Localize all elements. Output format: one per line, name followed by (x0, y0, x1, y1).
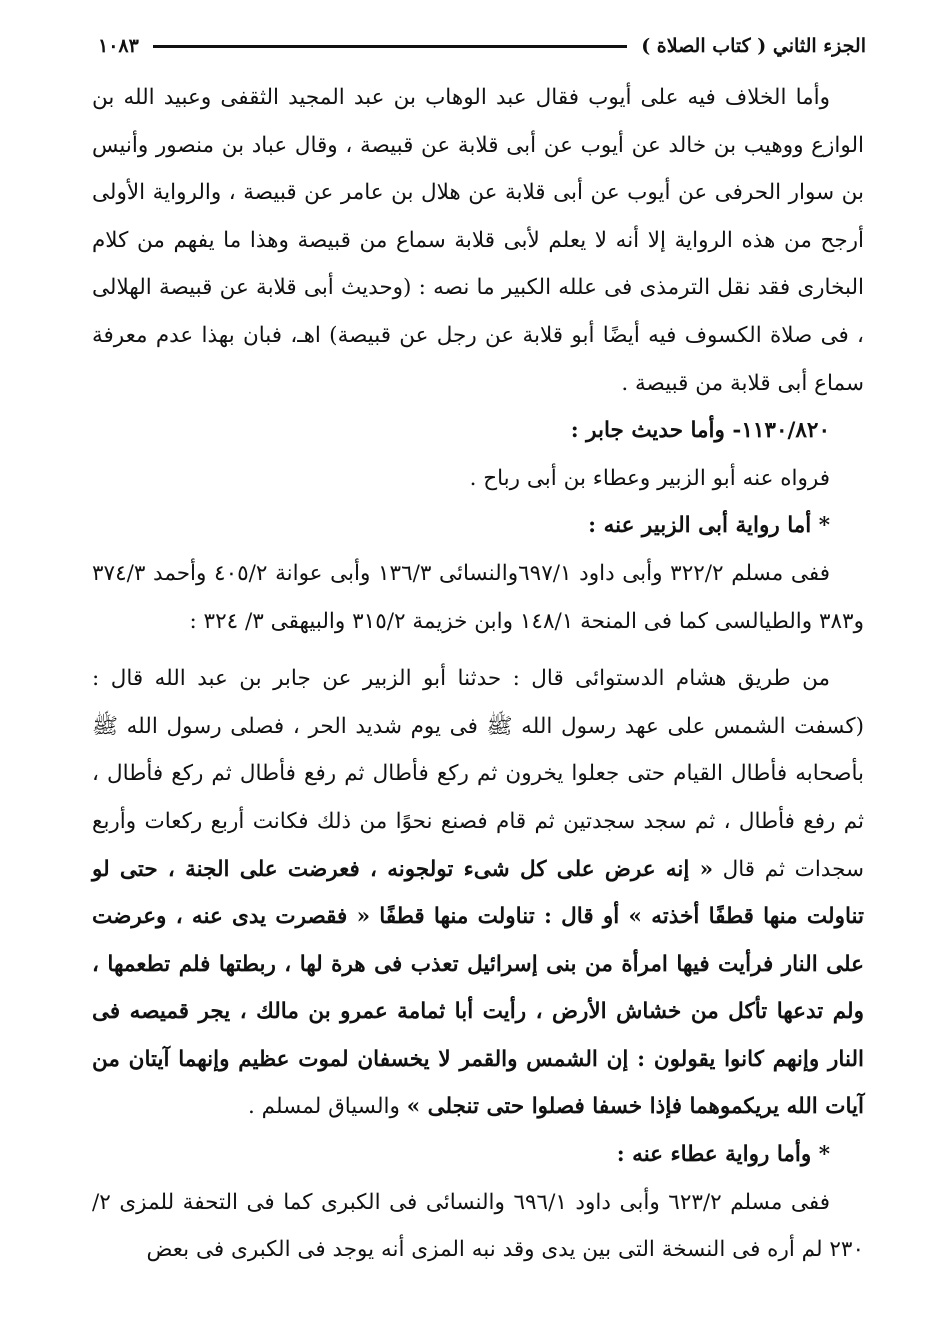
paragraph-sources-abu-zubair: ففى مسلم ٣٢٢/٢ وأبى داود ٦٩٧/١والنسائى ١٣٦/٣ وأبى عوانة ٤٠٥/٢ وأحمد ٣٧٤/٣ و٣٨٣ والطيالسى كما فى المنحة ١٤٨/١ وابن خزيمة ٣١٥/٢ والبيهقى ٣/ ٣٢٤ : (92, 560, 864, 634)
page-body (92, 74, 864, 1274)
paragraph-sources-ata: ففى مسلم ٦٢٣/٢ وأبى داود ٦٩٦/١ والنسائى فى الكبرى كما فى التحفة للمزى ٢/ ٢٣٠ لم أره فى النسخة التى بين يدى وقد نبه المزى أنه يوجد فى الكبرى فى بعض (92, 1189, 864, 1263)
page-header (98, 30, 866, 62)
section-heading-ata: * وأما رواية عطاء عنه : (616, 1142, 830, 1168)
running-title: الجزء الثاني ( كتاب الصلاة ) (641, 35, 866, 57)
paragraph-narrators: فرواه عنه أبو الزبير وعطاء بن أبى رباح . (469, 465, 830, 491)
paragraph-khilaf: وأما الخلاف فيه على أيوب فقال عبد الوهاب بن عبد المجيد الثقفى وعبيد الله بن الوازع ووهيب بن خالد عن أيوب عن أبى قلابة عن قبيصة ، وقال عباد بن منصور وأنيس بن سوار الحرفى عن أيوب عن أبى قلابة عن هلال بن عامر عن قبيصة ، والرواية الأولى أرجح من هذه الرواية إلا أنه لا يعلم لأبى قلابة سماع من قبيصة وهذا ما يفهم من كلام البخارى فقد نقل الترمذى فى علله الكبير ما نصه : (وحديث أبى قلابة عن قبيصة الهلالى ، فى صلاة الكسوف فيه أيضًا أبو قلابة عن رجل عن قبيصة) اهـ، فبان بهذا عدم معرفة سماع أبى قلابة من قبيصة . (92, 85, 864, 396)
hadith-heading-jabir: ١١٣٠/٨٢٠- وأما حديث جابر : (570, 418, 830, 444)
page-number: ١٠٨٣ (98, 35, 139, 57)
paragraph-hadith-text (92, 655, 864, 1131)
hadith-intro: من طريق هشام الدستوائى قال : حدثنا أبو الزبير عن جابر بن عبد الله قال : (كسفت الشمس على عهد رسول الله ﷺ فى يوم شديد الحر ، فصلى رسول الله ﷺ بأصحابه فأطال القيام حتى جعلوا يخرون ثم ركع فأطال ثم رفع فأطال ثم ركع فأطال ، ثم رفع فأطال ، ثم سجد سجدتين ثم قام فصنع نحوًا من ذلك فكانت أربع ركعات وأربع سجدات ثم قال (92, 666, 864, 882)
hadith-attribution: والسياق لمسلم . (247, 1094, 407, 1120)
section-heading-abu-zubair: * أما رواية أبى الزبير عنه : (588, 513, 830, 539)
header-rule (153, 45, 627, 48)
hadith-quote: « إنه عرض على كل شىء تولجونه ، فعرضت على الجنة ، حتى لو تناولت منها قطفًا أخذته » أو قال : تناولت منها قطفًا « فقصرت يدى عنه ، وعرضت على النار فرأيت فيها امرأة من بنى إسرائيل تعذب فى هرة لها ، ربطتها فلم تطعمها ، ولم تدعها تأكل من خشاش الأرض ، رأيت أبا ثمامة عمرو بن مالك ، يجر قميصه فى النار وإنهم كانوا يقولون : إن الشمس والقمر لا يخسفان لموت عظيم وإنهما آيتان من آيات الله يريكموهما فإذا خسفا فصلوا حتى تنجلى » (92, 856, 864, 1120)
